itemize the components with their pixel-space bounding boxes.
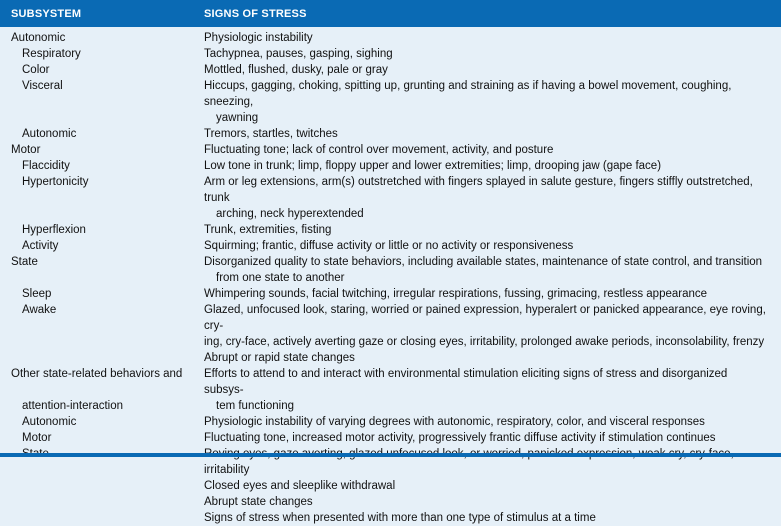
signs-cell: Squirming; frantic, diffuse activity or little or no activity or responsiveness <box>204 240 574 252</box>
signs-cell: Physiologic instability of varying degrees with autonomic, respiratory, color, and visceral responses <box>204 416 705 428</box>
subsystem-cell: Awake <box>22 304 57 316</box>
table-row <box>0 414 781 430</box>
signs-cell: ing, cry-face, actively averting gaze or closing eyes, irritability, prolonged awake periods, inconsolability, frenzy <box>204 336 765 348</box>
table-row <box>0 126 781 142</box>
table-row <box>0 430 781 446</box>
table-row <box>0 478 781 494</box>
signs-continuation: yawning <box>216 112 259 124</box>
signs-cell <box>204 398 781 414</box>
signs-cell: Low tone in trunk; limp, floppy upper and lower extremities; limp, drooping jaw (gape face) <box>204 160 662 172</box>
signs-cell: Efforts to attend to and interact with environmental stimulation eliciting signs of stress and disorganized subsys- <box>204 368 728 396</box>
subsystem-cell: State <box>11 256 38 268</box>
subsystem-cell <box>0 446 204 478</box>
subsystem-cell: Flaccidity <box>22 160 70 172</box>
subsystem-cell <box>0 334 204 350</box>
header-signs-of-stress: SIGNS OF STRESS <box>204 7 307 20</box>
subsystem-cell: Respiratory <box>22 48 81 60</box>
table-row <box>0 350 781 366</box>
header-subsystem: SUBSYSTEM <box>11 7 82 20</box>
table-row <box>0 238 781 254</box>
signs-continuation: arching, neck hyperextended <box>216 208 364 220</box>
table-row <box>0 30 781 46</box>
table-row <box>0 286 781 302</box>
signs-cell: Mottled, flushed, dusky, pale or gray <box>204 64 388 76</box>
table-row <box>0 62 781 78</box>
table-header <box>0 0 781 27</box>
subsystem-cell: Sleep <box>22 288 52 300</box>
subsystem-cell: Motor <box>22 432 52 444</box>
signs-cell: Tachypnea, pauses, gasping, sighing <box>204 48 393 60</box>
signs-continuation: from one state to another <box>216 272 345 284</box>
signs-cell: Fluctuating tone, increased motor activity, progressively frantic diffuse activity if stimulation continues <box>204 432 716 444</box>
signs-cell: Physiologic instability <box>204 32 313 44</box>
bottom-rule <box>0 453 781 457</box>
table-row <box>0 398 781 414</box>
table-row <box>0 446 781 478</box>
table-row <box>0 78 781 126</box>
subsystem-cell: Color <box>22 64 50 76</box>
signs-cell: Closed eyes and sleeplike withdrawal <box>204 480 396 492</box>
table-row <box>0 334 781 350</box>
subsystem-cell: Other state-related behaviors and <box>11 368 183 380</box>
signs-cell <box>204 174 781 222</box>
subsystem-cell <box>0 510 204 526</box>
table-row <box>0 222 781 238</box>
signs-cell: Trunk, extremities, fisting <box>204 224 332 236</box>
subsystem-cell: Hyperflexion <box>22 224 86 236</box>
signs-cell <box>204 78 781 126</box>
signs-cell: Signs of stress when presented with more than one type of stimulus at a time <box>204 512 596 524</box>
subsystem-cell: Activity <box>22 240 59 252</box>
signs-cell: Glazed, unfocused look, staring, worried or pained expression, hyperalert or panicked appearance, eye roving, cry- <box>204 304 766 332</box>
signs-line: Arm or leg extensions, arm(s) outstretched with fingers splayed in salute gesture, fingers stiffly outstretched, trunk <box>204 176 753 204</box>
subsystem-cell <box>0 478 204 494</box>
signs-continuation: tem functioning <box>216 400 294 412</box>
signs-line: Disorganized quality to state behaviors, including available states, maintenance of state control, and transition <box>204 256 763 268</box>
table-row <box>0 510 781 526</box>
subsystem-cell: Motor <box>11 144 41 156</box>
signs-cell: Abrupt state changes <box>204 496 313 508</box>
table-row <box>0 302 781 334</box>
table-row <box>0 366 781 398</box>
signs-cell: Tremors, startles, twitches <box>204 128 338 140</box>
subsystem-cell: Autonomic <box>22 128 77 140</box>
table-row <box>0 174 781 222</box>
signs-cell <box>204 254 781 286</box>
subsystem-cell: attention-interaction <box>22 400 124 412</box>
subsystem-cell: Hypertonicity <box>22 176 89 188</box>
subsystem-cell <box>0 350 204 366</box>
table-row <box>0 254 781 286</box>
signs-cell: Fluctuating tone; lack of control over movement, activity, and posture <box>204 144 554 156</box>
table-row <box>0 158 781 174</box>
subsystem-cell: Autonomic <box>11 32 66 44</box>
signs-cell: Whimpering sounds, facial twitching, irregular respirations, fussing, grimacing, restless appearance <box>204 288 708 300</box>
subsystem-cell: Autonomic <box>22 416 77 428</box>
table-row <box>0 46 781 62</box>
subsystem-cell: Visceral <box>22 80 63 92</box>
subsystem-cell <box>0 494 204 510</box>
signs-cell: irritability <box>204 464 250 476</box>
signs-cell: Abrupt or rapid state changes <box>204 352 355 364</box>
table-body <box>0 27 781 526</box>
table-row <box>0 142 781 158</box>
table-row <box>0 494 781 510</box>
signs-line: Hiccups, gagging, choking, spitting up, grunting and straining as if having a bowel movement, coughing, sneezing, <box>204 80 732 108</box>
